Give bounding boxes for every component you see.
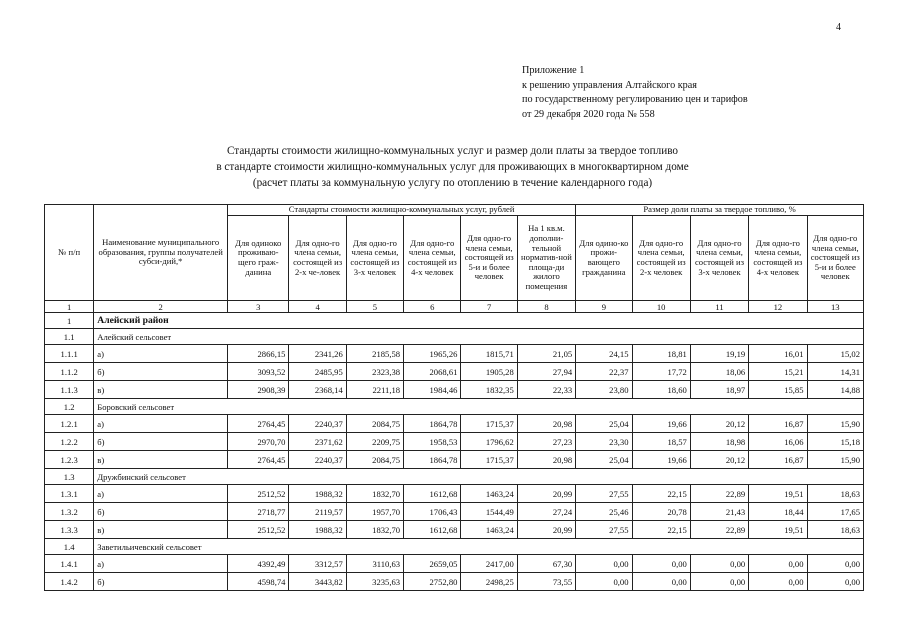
table-row <box>45 381 864 399</box>
value-cell: 15,90 <box>807 451 863 469</box>
value-cell: 23,30 <box>576 433 632 451</box>
value-cell: 19,19 <box>690 345 748 363</box>
value-cell: 2323,38 <box>346 363 403 381</box>
value-cell: 25,46 <box>576 503 632 521</box>
value-cell: 24,15 <box>576 345 632 363</box>
value-cell: 19,66 <box>632 451 690 469</box>
title-line: Стандарты стоимости жилищно-коммунальных услуг и размер доли платы за твердое топливо <box>226 145 678 157</box>
value-cell: 1832,70 <box>346 521 403 539</box>
column-number: 2 <box>94 301 228 313</box>
value-cell: 1984,46 <box>404 381 461 399</box>
value-cell: 18,63 <box>807 485 863 503</box>
value-cell: 3093,52 <box>228 363 289 381</box>
value-cell: 1796,62 <box>461 433 517 451</box>
value-cell: 3443,82 <box>289 573 346 591</box>
value-cell: 2512,52 <box>228 485 289 503</box>
column-header: Для одно-го члена семьи, состоящей из 3-х человек <box>346 216 403 301</box>
value-cell: 2485,95 <box>289 363 346 381</box>
recipient-group: б) <box>94 573 228 591</box>
title-line: в стандарте стоимости жилищно-коммунальных услуг для проживающих в многоквартирном доме <box>216 161 689 173</box>
value-cell: 1988,32 <box>289 485 346 503</box>
settlement-name: Боровский сельсовет <box>94 399 864 415</box>
district-code: 1 <box>45 313 94 329</box>
value-cell: 20,99 <box>517 485 575 503</box>
value-cell: 4392,49 <box>228 555 289 573</box>
value-cell: 27,23 <box>517 433 575 451</box>
row-code: 1.1.2 <box>45 363 94 381</box>
value-cell: 2764,45 <box>228 451 289 469</box>
recipient-group: а) <box>94 415 228 433</box>
value-cell: 2185,58 <box>346 345 403 363</box>
value-cell: 19,51 <box>749 521 807 539</box>
value-cell: 1463,24 <box>461 485 517 503</box>
value-cell: 3235,63 <box>346 573 403 591</box>
value-cell: 19,51 <box>749 485 807 503</box>
table-row <box>45 555 864 573</box>
value-cell: 2512,52 <box>228 521 289 539</box>
standards-table <box>44 204 864 591</box>
table-row <box>45 433 864 451</box>
value-cell: 1832,70 <box>346 485 403 503</box>
table-row <box>45 451 864 469</box>
value-cell: 2498,25 <box>461 573 517 591</box>
value-cell: 2368,14 <box>289 381 346 399</box>
header-group-standards: Стандарты стоимости жилищно-коммунальных услуг, рублей <box>228 205 576 216</box>
value-cell: 18,57 <box>632 433 690 451</box>
column-number: 3 <box>228 301 289 313</box>
column-number: 9 <box>576 301 632 313</box>
value-cell: 18,63 <box>807 521 863 539</box>
value-cell: 18,44 <box>749 503 807 521</box>
settlement-row <box>45 539 864 555</box>
column-header: Для одно-го члена семьи, состоящей из 2-х человек <box>632 216 690 301</box>
value-cell: 0,00 <box>632 573 690 591</box>
table-row <box>45 521 864 539</box>
value-cell: 2659,05 <box>404 555 461 573</box>
recipient-group: б) <box>94 503 228 521</box>
settlement-code: 1.4 <box>45 539 94 555</box>
value-cell: 73,55 <box>517 573 575 591</box>
value-cell: 1544,49 <box>461 503 517 521</box>
value-cell: 4598,74 <box>228 573 289 591</box>
header-municipality-name: Наименование муниципального образования, группы получателей субси-дий,* <box>94 205 228 301</box>
appendix-line: от 29 декабря 2020 года № 558 <box>522 108 655 120</box>
value-cell: 22,33 <box>517 381 575 399</box>
table-row <box>45 345 864 363</box>
value-cell: 27,24 <box>517 503 575 521</box>
value-cell: 15,18 <box>807 433 863 451</box>
value-cell: 27,55 <box>576 485 632 503</box>
value-cell: 21,43 <box>690 503 748 521</box>
value-cell: 16,06 <box>749 433 807 451</box>
column-number: 8 <box>517 301 575 313</box>
value-cell: 2866,15 <box>228 345 289 363</box>
table-row <box>45 503 864 521</box>
value-cell: 2970,70 <box>228 433 289 451</box>
table-row <box>45 363 864 381</box>
value-cell: 0,00 <box>749 555 807 573</box>
column-header: На 1 кв.м. дополни-тельной норматив-ной площа-ди жилого помещения <box>517 216 575 301</box>
column-header: Для одиноко проживаю-щего граж-данина <box>228 216 289 301</box>
value-cell: 18,97 <box>690 381 748 399</box>
settlement-code: 1.2 <box>45 399 94 415</box>
value-cell: 0,00 <box>576 555 632 573</box>
value-cell: 18,60 <box>632 381 690 399</box>
value-cell: 25,04 <box>576 415 632 433</box>
value-cell: 2908,39 <box>228 381 289 399</box>
header-group-fuel-share: Размер доли платы за твердое топливо, % <box>576 205 864 216</box>
settlement-row <box>45 329 864 345</box>
appendix-line: к решению управления Алтайского края <box>522 79 697 91</box>
value-cell: 0,00 <box>807 555 863 573</box>
settlement-code: 1.1 <box>45 329 94 345</box>
value-cell: 1715,37 <box>461 415 517 433</box>
value-cell: 27,55 <box>576 521 632 539</box>
value-cell: 20,98 <box>517 451 575 469</box>
value-cell: 15,85 <box>749 381 807 399</box>
value-cell: 18,06 <box>690 363 748 381</box>
recipient-group: в) <box>94 381 228 399</box>
value-cell: 67,30 <box>517 555 575 573</box>
value-cell: 0,00 <box>749 573 807 591</box>
value-cell: 2084,75 <box>346 415 403 433</box>
value-cell: 22,37 <box>576 363 632 381</box>
value-cell: 22,15 <box>632 521 690 539</box>
value-cell: 17,65 <box>807 503 863 521</box>
title-line: (расчет платы за коммунальную услугу по отоплению в течение календарного года) <box>252 177 653 189</box>
value-cell: 2240,37 <box>289 451 346 469</box>
value-cell: 2119,57 <box>289 503 346 521</box>
value-cell: 1905,28 <box>461 363 517 381</box>
recipient-group: в) <box>94 451 228 469</box>
value-cell: 1988,32 <box>289 521 346 539</box>
row-code: 1.2.1 <box>45 415 94 433</box>
value-cell: 2084,75 <box>346 451 403 469</box>
district-name: Алейский район <box>94 313 864 329</box>
appendix-line: Приложение 1 <box>522 65 585 76</box>
table-row <box>45 415 864 433</box>
value-cell: 1706,43 <box>404 503 461 521</box>
column-header: Для одно-го члена семьи, состоящей из 5-и и более человек <box>807 216 863 301</box>
value-cell: 21,05 <box>517 345 575 363</box>
recipient-group: а) <box>94 555 228 573</box>
value-cell: 0,00 <box>576 573 632 591</box>
value-cell: 1864,78 <box>404 415 461 433</box>
value-cell: 2341,26 <box>289 345 346 363</box>
value-cell: 3110,63 <box>346 555 403 573</box>
column-number: 6 <box>404 301 461 313</box>
value-cell: 17,72 <box>632 363 690 381</box>
value-cell: 0,00 <box>690 555 748 573</box>
column-number: 4 <box>289 301 346 313</box>
value-cell: 2371,62 <box>289 433 346 451</box>
value-cell: 20,99 <box>517 521 575 539</box>
settlement-code: 1.3 <box>45 469 94 485</box>
value-cell: 22,15 <box>632 485 690 503</box>
recipient-group: а) <box>94 345 228 363</box>
recipient-group: в) <box>94 521 228 539</box>
value-cell: 23,80 <box>576 381 632 399</box>
value-cell: 3312,57 <box>289 555 346 573</box>
value-cell: 20,98 <box>517 415 575 433</box>
value-cell: 2764,45 <box>228 415 289 433</box>
value-cell: 1815,71 <box>461 345 517 363</box>
row-code: 1.3.2 <box>45 503 94 521</box>
header-row-number: № п/п <box>45 205 94 301</box>
value-cell: 20,78 <box>632 503 690 521</box>
value-cell: 1612,68 <box>404 521 461 539</box>
value-cell: 1957,70 <box>346 503 403 521</box>
value-cell: 18,81 <box>632 345 690 363</box>
column-number: 11 <box>690 301 748 313</box>
district-row <box>45 313 864 329</box>
column-number: 10 <box>632 301 690 313</box>
value-cell: 15,21 <box>749 363 807 381</box>
column-header: Для одно-го члена семьи, состоящей из 2-х че-ловек <box>289 216 346 301</box>
row-code: 1.2.3 <box>45 451 94 469</box>
column-header: Для одно-го члена семьи, состоящей из 4-х человек <box>404 216 461 301</box>
value-cell: 2240,37 <box>289 415 346 433</box>
value-cell: 2718,77 <box>228 503 289 521</box>
table-row <box>45 485 864 503</box>
row-code: 1.4.1 <box>45 555 94 573</box>
appendix-line: по государственному регулированию цен и тарифов <box>522 94 748 105</box>
settlement-name: Дружбинский сельсовет <box>94 469 864 485</box>
value-cell: 15,02 <box>807 345 863 363</box>
recipient-group: а) <box>94 485 228 503</box>
settlement-name: Заветильичевский сельсовет <box>94 539 864 555</box>
value-cell: 0,00 <box>807 573 863 591</box>
value-cell: 1715,37 <box>461 451 517 469</box>
value-cell: 1463,24 <box>461 521 517 539</box>
value-cell: 1612,68 <box>404 485 461 503</box>
settlement-name: Алейский сельсовет <box>94 329 864 345</box>
row-code: 1.3.3 <box>45 521 94 539</box>
value-cell: 1864,78 <box>404 451 461 469</box>
column-number: 13 <box>807 301 863 313</box>
page-number: 4 <box>836 22 841 33</box>
value-cell: 0,00 <box>632 555 690 573</box>
value-cell: 14,31 <box>807 363 863 381</box>
value-cell: 22,89 <box>690 521 748 539</box>
column-header: Для одино-ко прожи-вающего гражданина <box>576 216 632 301</box>
value-cell: 1958,53 <box>404 433 461 451</box>
value-cell: 0,00 <box>690 573 748 591</box>
row-code: 1.4.2 <box>45 573 94 591</box>
value-cell: 14,88 <box>807 381 863 399</box>
table-row <box>45 573 864 591</box>
value-cell: 22,89 <box>690 485 748 503</box>
column-number: 5 <box>346 301 403 313</box>
value-cell: 2417,00 <box>461 555 517 573</box>
recipient-group: б) <box>94 433 228 451</box>
row-code: 1.2.2 <box>45 433 94 451</box>
value-cell: 2752,80 <box>404 573 461 591</box>
row-code: 1.1.1 <box>45 345 94 363</box>
value-cell: 20,12 <box>690 415 748 433</box>
column-number: 1 <box>45 301 94 313</box>
value-cell: 16,87 <box>749 415 807 433</box>
settlement-row <box>45 399 864 415</box>
settlement-row <box>45 469 864 485</box>
row-code: 1.1.3 <box>45 381 94 399</box>
value-cell: 20,12 <box>690 451 748 469</box>
column-header: Для одно-го члена семьи, состоящей из 5-и и более человек <box>461 216 517 301</box>
value-cell: 16,87 <box>749 451 807 469</box>
value-cell: 2211,18 <box>346 381 403 399</box>
column-number: 12 <box>749 301 807 313</box>
column-header: Для одно-го члена семьи, состоящей из 4-х человек <box>749 216 807 301</box>
value-cell: 16,01 <box>749 345 807 363</box>
appendix-block <box>522 64 748 122</box>
column-header: Для одно-го члена семьи, состоящей из 3-х человек <box>690 216 748 301</box>
value-cell: 18,98 <box>690 433 748 451</box>
value-cell: 2068,61 <box>404 363 461 381</box>
value-cell: 27,94 <box>517 363 575 381</box>
value-cell: 19,66 <box>632 415 690 433</box>
value-cell: 25,04 <box>576 451 632 469</box>
recipient-group: б) <box>94 363 228 381</box>
document-title <box>0 143 905 191</box>
row-code: 1.3.1 <box>45 485 94 503</box>
value-cell: 1965,26 <box>404 345 461 363</box>
value-cell: 2209,75 <box>346 433 403 451</box>
value-cell: 1832,35 <box>461 381 517 399</box>
value-cell: 15,90 <box>807 415 863 433</box>
column-number: 7 <box>461 301 517 313</box>
